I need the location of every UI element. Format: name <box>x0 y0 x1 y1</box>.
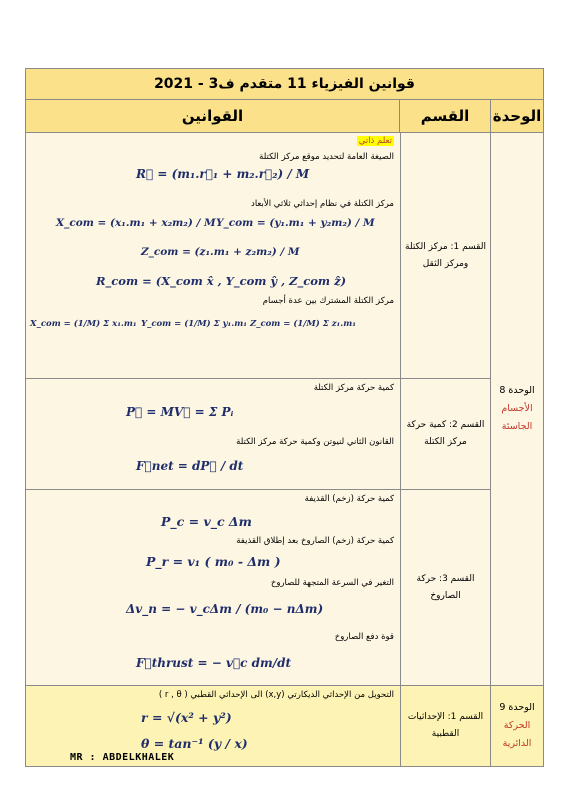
unit-8-group <box>26 133 543 686</box>
header-laws: القوانين <box>181 107 244 125</box>
rocket-momentum-caption: كمية حركة (زخم) الصاروخ بعد إطلاق القذيفة <box>236 536 394 546</box>
unit-9-label: الوحدة 9 <box>499 702 535 713</box>
com-3d-caption: مركز الكتلة في نظام إحداثي ثلاثي الأبعاد <box>251 199 394 209</box>
unit-9-name-1: الحركة <box>503 720 531 731</box>
com-general-caption: الصيغة العامة لتحديد موقع مركز الكتلة <box>259 152 394 162</box>
section-3-laws <box>26 490 400 685</box>
newton-caption: القانون الثاني لنيوتن وكمية حركة مركز الكتلة <box>236 437 394 447</box>
momentum-caption: كمية حركة مركز الكتلة <box>313 383 394 393</box>
projectile-caption: كمية حركة (زخم) القذيفة <box>304 494 394 504</box>
table-title <box>26 69 543 100</box>
author-footer: MR : ABDELKHALEK <box>70 752 175 763</box>
section-3-cell: القسم 3: حركة الصاروخ <box>400 490 490 685</box>
polar-caption: التحويل من الإحداثي الديكارتي (x,y) الى الإحداثي القطبي ( r , θ ) <box>158 690 394 700</box>
unit-9-cell <box>490 686 543 766</box>
formula-Xcom: X_com = (x₁.m₁ + x₂m₂) / M <box>56 217 216 229</box>
formula-Zcom-sum: Z_com = (1/M) Σ z₁.m₁ <box>250 319 356 329</box>
section-2-laws <box>26 379 400 489</box>
header-unit: الوحدة <box>490 100 543 132</box>
formula-Ycom-sum: Y_com = (1/M) Σ y₁.m₁ <box>141 319 247 329</box>
header-section: القسم <box>399 100 490 132</box>
section-3-row <box>26 490 490 685</box>
formula-Ycom: Y_com = (y₁.m₁ + y₂m₂) / M <box>216 217 375 229</box>
formula-Zcom: Z_com = (z₁.m₁ + z₂m₂) / M <box>141 246 300 258</box>
formula-Rcom: R_com = (X_com x̂ , Y_com ŷ , Z_com ẑ) <box>96 274 347 288</box>
unit-8-name-2: الجاسئة <box>501 421 533 432</box>
formula-Fnet: F⃗net = dP⃗ / dt <box>136 459 244 473</box>
section-1-laws <box>26 133 400 378</box>
title-text: قوانين الفيزياء 11 متقدم ف3 - 2021 <box>154 76 415 92</box>
formula-theta: θ = tan⁻¹ (y / x) <box>141 736 248 751</box>
thrust-caption: قوة دفع الصاروخ <box>334 632 394 642</box>
formula-Pc: P_c = v_c Δm <box>161 514 252 529</box>
formula-Fthrust: F⃗thrust = − v⃗c dm/dt <box>136 656 292 670</box>
header-row <box>26 100 543 133</box>
formula-Pr: P_r = v₁ ( m₀ - Δm ) <box>146 554 281 569</box>
section-1-cell: القسم 1: مركز الكتلة ومركز الثقل <box>400 133 490 378</box>
formula-P: P⃗ = MV⃗ = Σ Pᵢ <box>126 405 234 419</box>
self-learning-badge: تعلم ذاتي <box>358 136 392 146</box>
formula-dvn: Δv_n = − v_cΔm / (m₀ − nΔm) <box>126 602 324 616</box>
formula-R: R⃗ = (m₁.r⃗₁ + m₂.r⃗₂) / M <box>136 167 310 181</box>
velocity-change-caption: التغير في السرعة المتجهة للصاروخ <box>270 578 394 588</box>
polar-section-cell: القسم 1: الإحداثيات القطبية <box>400 686 490 766</box>
section-1-row <box>26 133 490 379</box>
unit-8-name-1: الأجسام <box>501 403 533 414</box>
section-2-cell: القسم 2: كمية حركة مركز الكتلة <box>400 379 490 489</box>
section-2-row <box>26 379 490 490</box>
unit-8-cell <box>490 133 543 685</box>
unit-8-label: الوحدة 8 <box>499 385 535 396</box>
formula-r: r = √(x² + y²) <box>141 710 232 725</box>
laws-table <box>25 68 544 767</box>
com-multi-caption: مركز الكتلة المشترك بين عدة أجسام <box>262 296 394 306</box>
unit-9-name-2: الدائرية <box>502 738 532 749</box>
formula-Xcom-sum: X_com = (1/M) Σ x₁.m₁ <box>30 319 137 329</box>
